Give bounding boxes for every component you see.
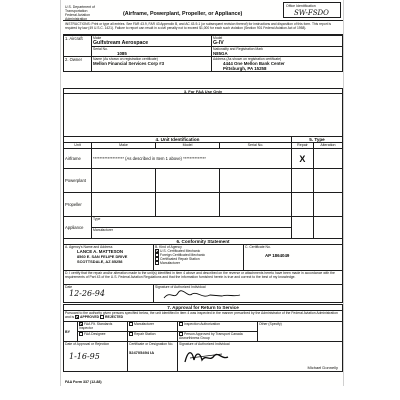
- aircraft-row-label: 1. Aircraft: [64, 36, 92, 57]
- approval-text: Pursuant to the authority given persons specified below, the unit identified in item 4 was inspected in the manner prescribed by the Administrator of the Federal Aviation Administration and is XAPPROVED REJECTED: [64, 311, 343, 322]
- approval-table: [63, 304, 343, 372]
- unit-id-heading: 4. Unit Identification: [64, 137, 292, 143]
- opt-manufacturer: Manufacturer: [128, 322, 178, 332]
- office-id-label: Office Identification: [286, 4, 316, 8]
- appliance-manufacturer: Manufacturer: [92, 228, 292, 239]
- aircraft-owner-table: [63, 35, 343, 72]
- airframe-stars-right: **************: [183, 156, 206, 161]
- faa-use-heading: 3. For FAA Use Only: [63, 88, 343, 94]
- opt-inspection-auth: Inspection Authorization: [178, 322, 258, 332]
- opt-faa-designee: FAA Designee: [78, 332, 128, 342]
- form-footer: FAA Form 337 (12-88): [65, 380, 102, 384]
- form-header: [63, 0, 343, 20]
- certificate-cell: C. Certificate No. AP 1864049: [244, 245, 343, 271]
- owner-address-line1: 4444 One Mellon Bank Center: [223, 61, 285, 66]
- approval-cert-cell: Certificate or Designation No. 524705494 IA: [128, 342, 178, 372]
- approval-date-value: 1-16-95: [69, 352, 100, 361]
- col-serial: Serial No.: [220, 143, 292, 149]
- approval-signature-mark: [182, 348, 232, 366]
- airframe-alteration-mark: [313, 149, 342, 169]
- powerplant-label: Powerplant: [64, 169, 92, 193]
- agency-name: LANCE A. MATTESON: [77, 249, 124, 254]
- airframe-stars-left: *******************: [93, 156, 124, 161]
- conformity-signature-cell: Signature of Authorized Individual: [154, 285, 343, 303]
- model-cell: Model G-IV: [212, 36, 343, 47]
- kind-agency-cell: B. Kind of Agency XU.S. Certificated Mechanic Foreign Certificated Mechanic Certificated Repair Station Manufacturer: [154, 245, 244, 271]
- col-make: Make: [92, 143, 156, 149]
- col-unit: Unit: [64, 143, 92, 149]
- opt-faa-inspector: XFAA Flt. Standards Inspector: [78, 322, 128, 332]
- agency-cell: A. Agency's Name and Address LANCE A. MATTESON 8560 E. SAN FELIPE DRIVE SCOTTSDALE, AZ 85258: [64, 245, 154, 271]
- unit-id-table: [63, 136, 343, 239]
- owner-address-line2: Pittsburgh, PA 15258: [223, 66, 267, 71]
- nationality-cell: Nationality and Registration Mark N85GA: [212, 47, 343, 57]
- model-value: G-IV: [213, 40, 224, 46]
- serial-cell: Serial No. 1085: [92, 47, 212, 57]
- form-subtitle: (Airframe, Powerplant, Propeller, or Appliance): [123, 11, 243, 17]
- type-heading: 5. Type: [292, 137, 343, 143]
- make-value: Gulfstream Aerospace: [93, 40, 149, 46]
- propeller-label: Propeller: [64, 193, 92, 217]
- form-page: [60, 0, 344, 386]
- conformity-signature-mark: [162, 289, 242, 301]
- owner-address-cell: Address (As shown on registration certificate) 4444 One Mellon Bank Center Pittsburgh, PA 15258: [212, 57, 343, 72]
- kind-option-4: Manufacturer: [155, 261, 242, 265]
- agency-addr2: SCOTTSDALE, AZ 85258: [77, 259, 123, 264]
- opt-repair-station: Repair Station: [128, 332, 178, 342]
- owner-row-label: 2. Owner: [64, 57, 92, 72]
- airframe-desc: [92, 149, 292, 169]
- airframe-text: (As described in Item 1 above): [125, 156, 182, 161]
- airframe-repair-mark: X: [292, 149, 314, 169]
- conformity-date-cell: Date 12-26-94: [64, 285, 154, 303]
- dept-label: U.S. Department of Transportation Federal Aviation Administration: [65, 5, 95, 21]
- col-alteration: Alteration: [313, 143, 342, 149]
- certificate-value: AP 1864049: [265, 253, 290, 258]
- kind-option-1: XU.S. Certificated Mechanic: [156, 249, 201, 255]
- appliance-label: Appliance: [64, 217, 92, 239]
- kind-option-3: Certificated Repair Station: [155, 257, 242, 261]
- conformity-heading: 6. Conformity Statement: [64, 239, 343, 245]
- appliance-type: Type: [92, 217, 292, 228]
- faa-use-area: [63, 94, 343, 136]
- approval-printed-name: Michael Donnelly: [307, 365, 338, 370]
- conformity-date-value: 12-26-94: [69, 289, 105, 298]
- approval-signature-cell: Signature of Authorized Individual Michael Donnelly: [178, 342, 343, 372]
- col-model: Model: [156, 143, 220, 149]
- airframe-label: Airframe: [64, 149, 92, 169]
- approval-heading: 7. Approval for Return to Service: [64, 305, 343, 311]
- make-cell: Make Gulfstream Aerospace: [92, 36, 212, 47]
- col-repair: Repair: [292, 143, 314, 149]
- nationality-value: N85GA: [213, 51, 228, 56]
- owner-name-value: Mellon Financial Services Corp #3: [93, 61, 165, 66]
- by-label: BY: [64, 322, 78, 342]
- owner-name-cell: Name (As shown on registration certificate) Mellon Financial Services Corp #3: [92, 57, 212, 72]
- opt-transport-canada: Person Approved by Transport Canada Airworthiness Group: [178, 332, 258, 342]
- serial-value: 1085: [117, 51, 127, 56]
- approval-cert-value: 524705494 IA: [129, 350, 155, 355]
- agency-addr1: 8560 E. SAN FELIPE DRIVE: [77, 254, 128, 259]
- approval-date-cell: Date of Approval or Rejection 1-16-95: [64, 342, 128, 372]
- kind-option-2: Foreign Certificated Mechanic: [155, 253, 242, 257]
- certify-statement: D. I certify that the repair and/or alteration made to the unit(s) identified in item 4 above and described on the reverse or attachments hereto have been made in accordance with the requirements of Part 43 of the U.S. Federal Aviation Regulations and that the information furnished herein is true and correct to the best of my knowledge.: [64, 271, 343, 285]
- office-id-value: SW-FSDO: [294, 9, 329, 17]
- office-id-box: [283, 2, 341, 18]
- instructions: INSTRUCTIONS: Print or type all entries. See FAR 43.9, FAR 43 Appendix B, and AC 43-9-1 (or subsequent revision thereof) for instructions and disposition of this form. This report is required by law (49 U.S.C. 1421). Failure to report can result in a civil penalty not to exceed $1,000 for each such violation (Section 901 Federal Aviation Act of 1958).: [63, 20, 343, 35]
- conformity-table: [63, 238, 343, 303]
- opt-other: Other (Specify): [258, 322, 343, 342]
